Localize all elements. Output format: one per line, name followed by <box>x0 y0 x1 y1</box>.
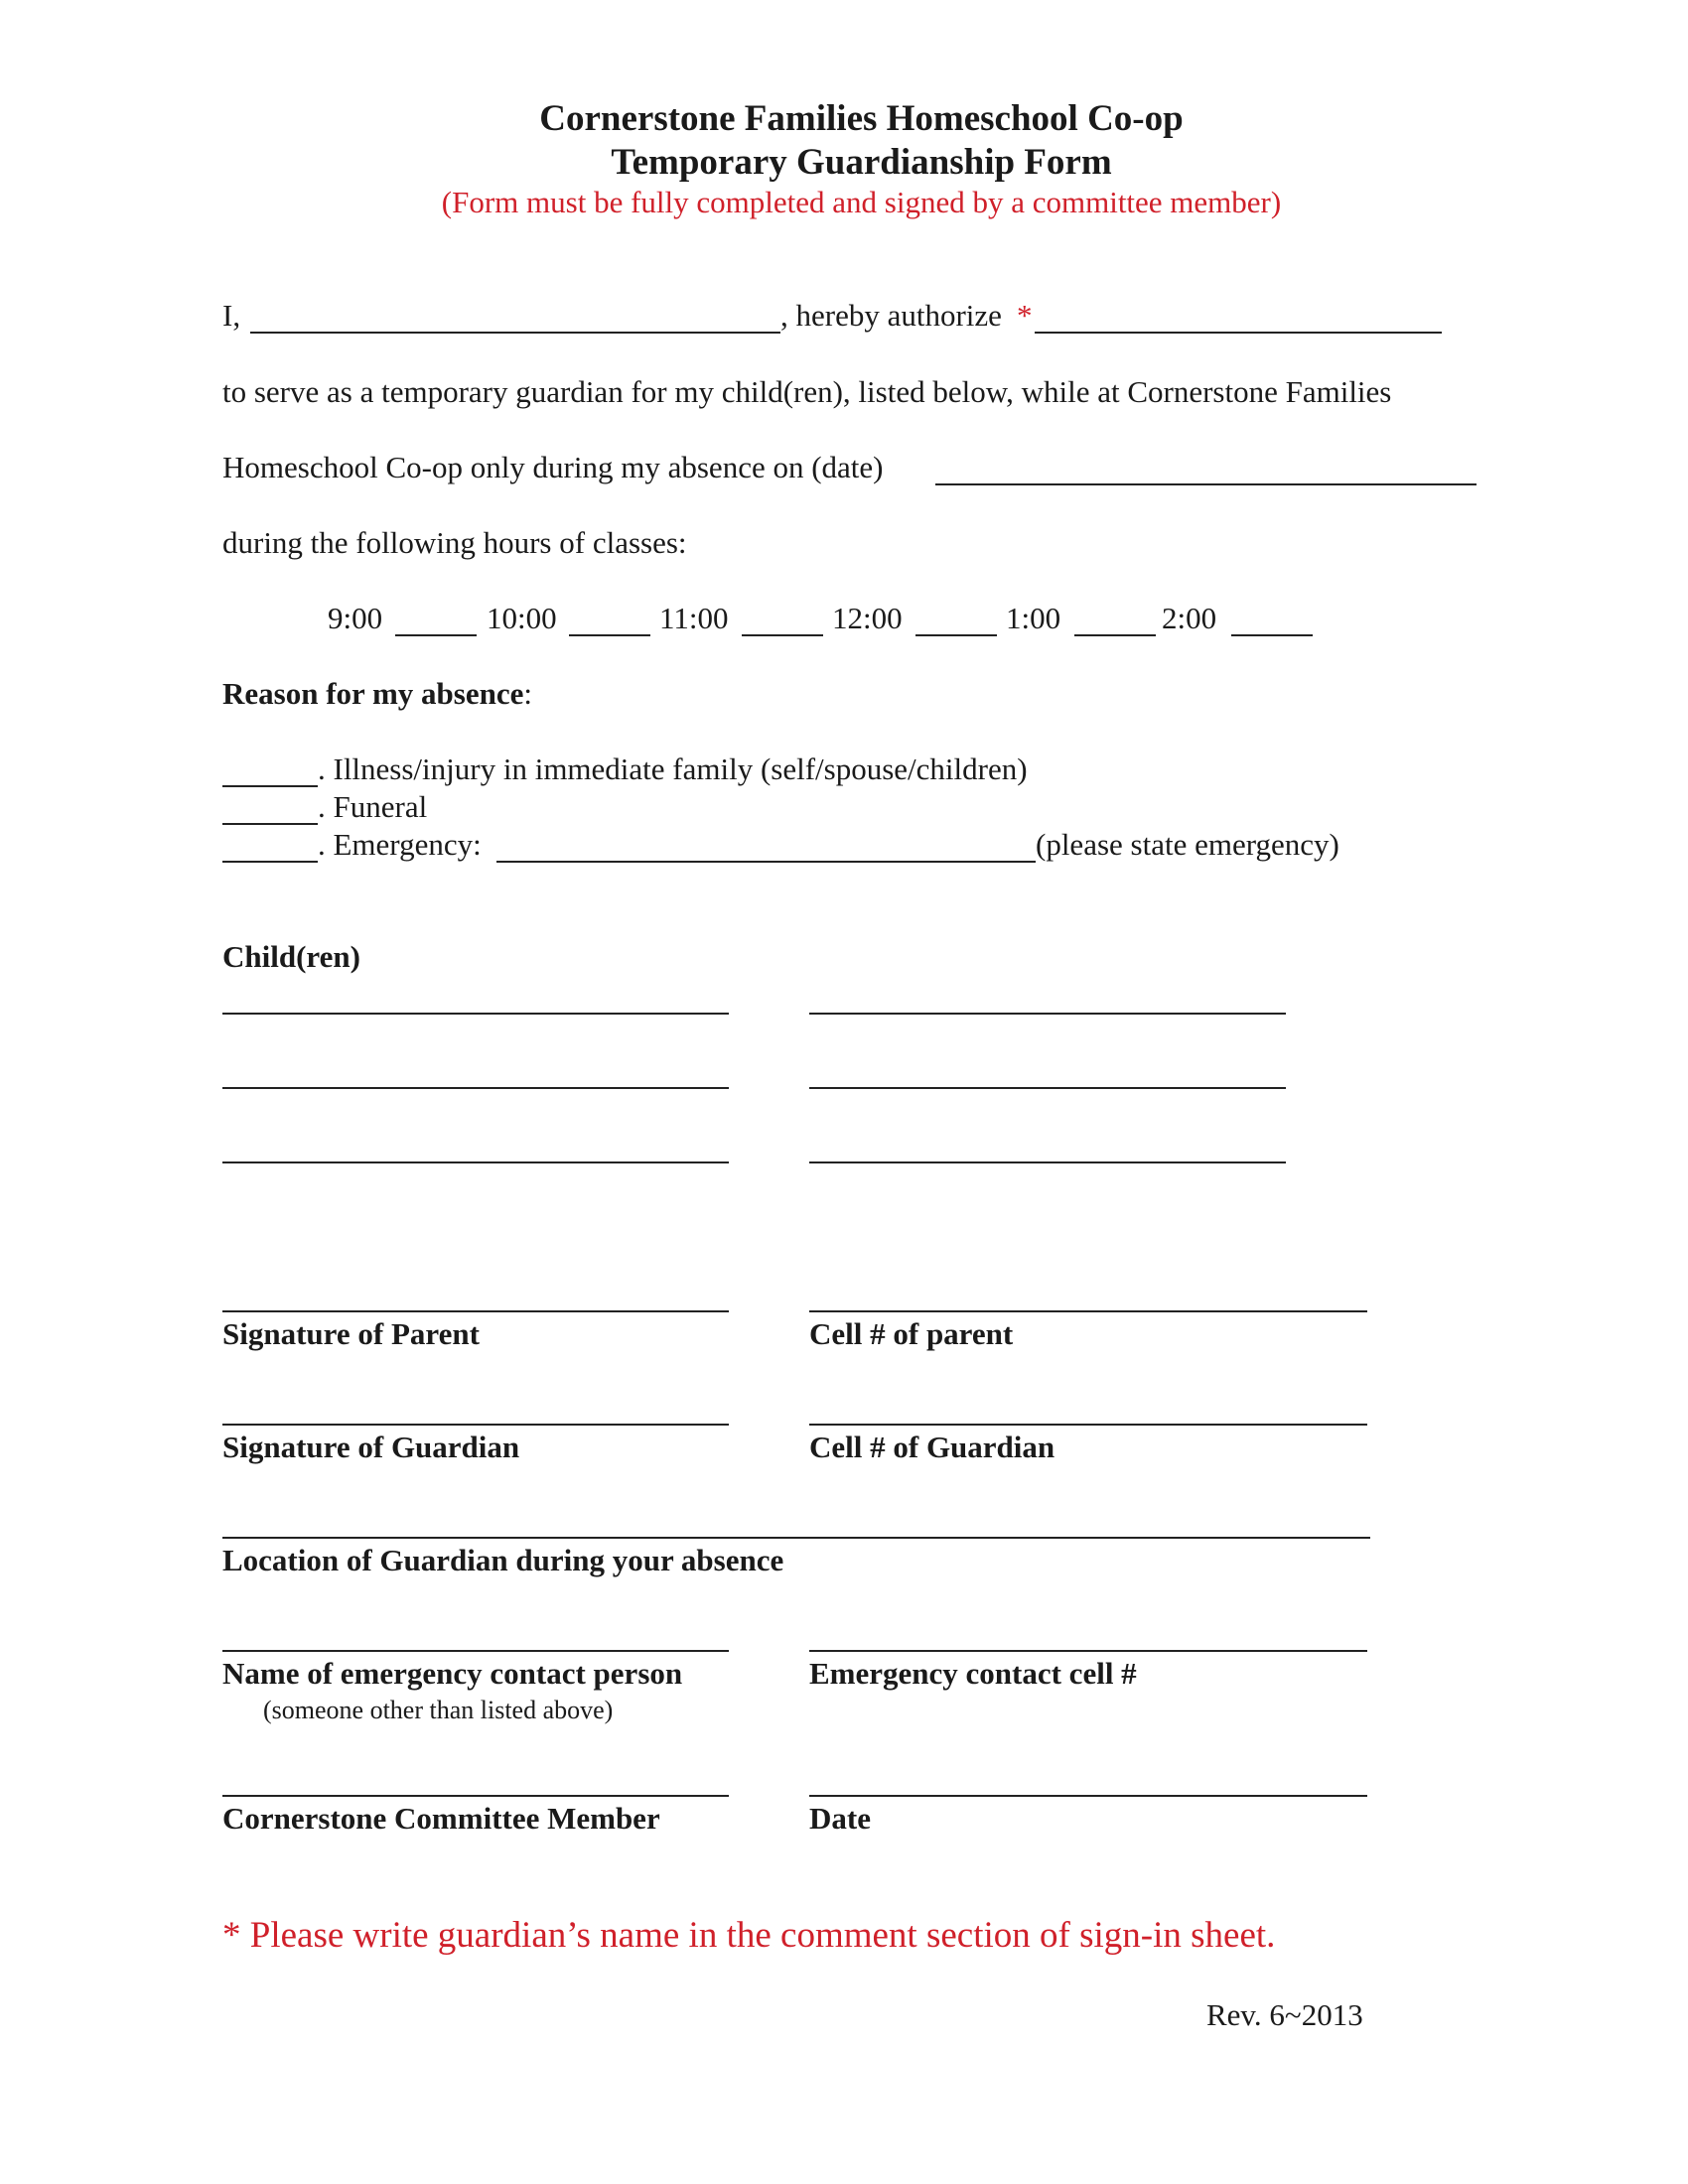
footer-note: * Please write guardian’s name in the comment section of sign-in sheet. <box>222 1915 1276 1956</box>
reason-heading: Reason for my absence <box>222 676 524 711</box>
guardian-signature-label: Signature of Guardian <box>222 1430 520 1464</box>
reason-option-illness: . Illness/injury in immediate family (self/spouse/children) <box>318 751 1028 786</box>
guardian-signature-field[interactable] <box>222 1424 729 1426</box>
committee-date-field[interactable] <box>809 1795 1367 1797</box>
parent-name-field[interactable] <box>250 332 780 334</box>
parent-cell-field[interactable] <box>809 1310 1367 1312</box>
parent-signature-field[interactable] <box>222 1310 729 1312</box>
emergency-contact-name-label: Name of emergency contact person <box>222 1656 683 1691</box>
guardian-location-field[interactable] <box>222 1537 1370 1539</box>
reason-option-funeral: . Funeral <box>318 789 428 824</box>
child-name-field[interactable] <box>809 1161 1286 1163</box>
hour-check-field[interactable] <box>1074 634 1156 636</box>
guardian-cell-label: Cell # of Guardian <box>809 1430 1055 1464</box>
emergency-note: (please state emergency) <box>1036 827 1339 862</box>
child-name-field[interactable] <box>809 1013 1286 1015</box>
form-subtitle: (Form must be fully completed and signed by a committee member) <box>441 185 1282 219</box>
auth-line-3: Homeschool Co-op only during my absence on (date) <box>222 450 884 484</box>
guardian-location-label: Location of Guardian during your absence <box>222 1543 784 1577</box>
hour-check-field[interactable] <box>395 634 477 636</box>
auth-prefix: I, <box>222 298 241 333</box>
emergency-contact-name-field[interactable] <box>222 1650 729 1652</box>
hour-label-11: 11:00 <box>659 601 729 635</box>
emergency-description-field[interactable] <box>496 861 1036 863</box>
child-name-field[interactable] <box>222 1013 729 1015</box>
emergency-contact-cell-field[interactable] <box>809 1650 1367 1652</box>
parent-signature-label: Signature of Parent <box>222 1316 480 1351</box>
emergency-contact-note: (someone other than listed above) <box>263 1696 614 1724</box>
child-name-field[interactable] <box>809 1087 1286 1089</box>
committee-member-label: Cornerstone Committee Member <box>222 1801 660 1836</box>
revision-label: Rev. 6~2013 <box>1206 1997 1363 2032</box>
hour-check-field[interactable] <box>569 634 650 636</box>
reason-check-illness[interactable] <box>222 785 318 787</box>
guardian-cell-field[interactable] <box>809 1424 1367 1426</box>
guardian-name-field[interactable] <box>1035 332 1442 334</box>
reason-option-emergency: . Emergency: <box>318 827 482 862</box>
reason-colon: : <box>523 676 532 711</box>
hour-check-field[interactable] <box>742 634 823 636</box>
auth-authorize-text: , hereby authorize <box>780 298 1002 333</box>
child-name-field[interactable] <box>222 1087 729 1089</box>
hour-label-12: 12:00 <box>832 601 903 635</box>
reason-heading-wrap <box>222 676 532 712</box>
auth-line-2: to serve as a temporary guardian for my child(ren), listed below, while at Cornerstone Families <box>222 374 1392 409</box>
hour-label-1: 1:00 <box>1006 601 1061 635</box>
child-name-field[interactable] <box>222 1161 729 1163</box>
reason-check-funeral[interactable] <box>222 823 318 825</box>
children-heading: Child(ren) <box>222 939 360 974</box>
asterisk-mark: * <box>1017 298 1033 333</box>
absence-date-field[interactable] <box>935 483 1477 485</box>
hour-label-9: 9:00 <box>328 601 383 635</box>
parent-cell-label: Cell # of parent <box>809 1316 1014 1351</box>
hour-label-10: 10:00 <box>487 601 557 635</box>
hour-check-field[interactable] <box>1231 634 1313 636</box>
reason-check-emergency[interactable] <box>222 861 318 863</box>
form-title: Temporary Guardianship Form <box>611 142 1112 183</box>
auth-line-4: during the following hours of classes: <box>222 525 687 560</box>
hour-label-2: 2:00 <box>1162 601 1217 635</box>
emergency-contact-cell-label: Emergency contact cell # <box>809 1656 1137 1691</box>
date-label: Date <box>809 1801 871 1836</box>
hour-check-field[interactable] <box>915 634 997 636</box>
committee-signature-field[interactable] <box>222 1795 729 1797</box>
form-org-title: Cornerstone Families Homeschool Co-op <box>539 98 1184 139</box>
